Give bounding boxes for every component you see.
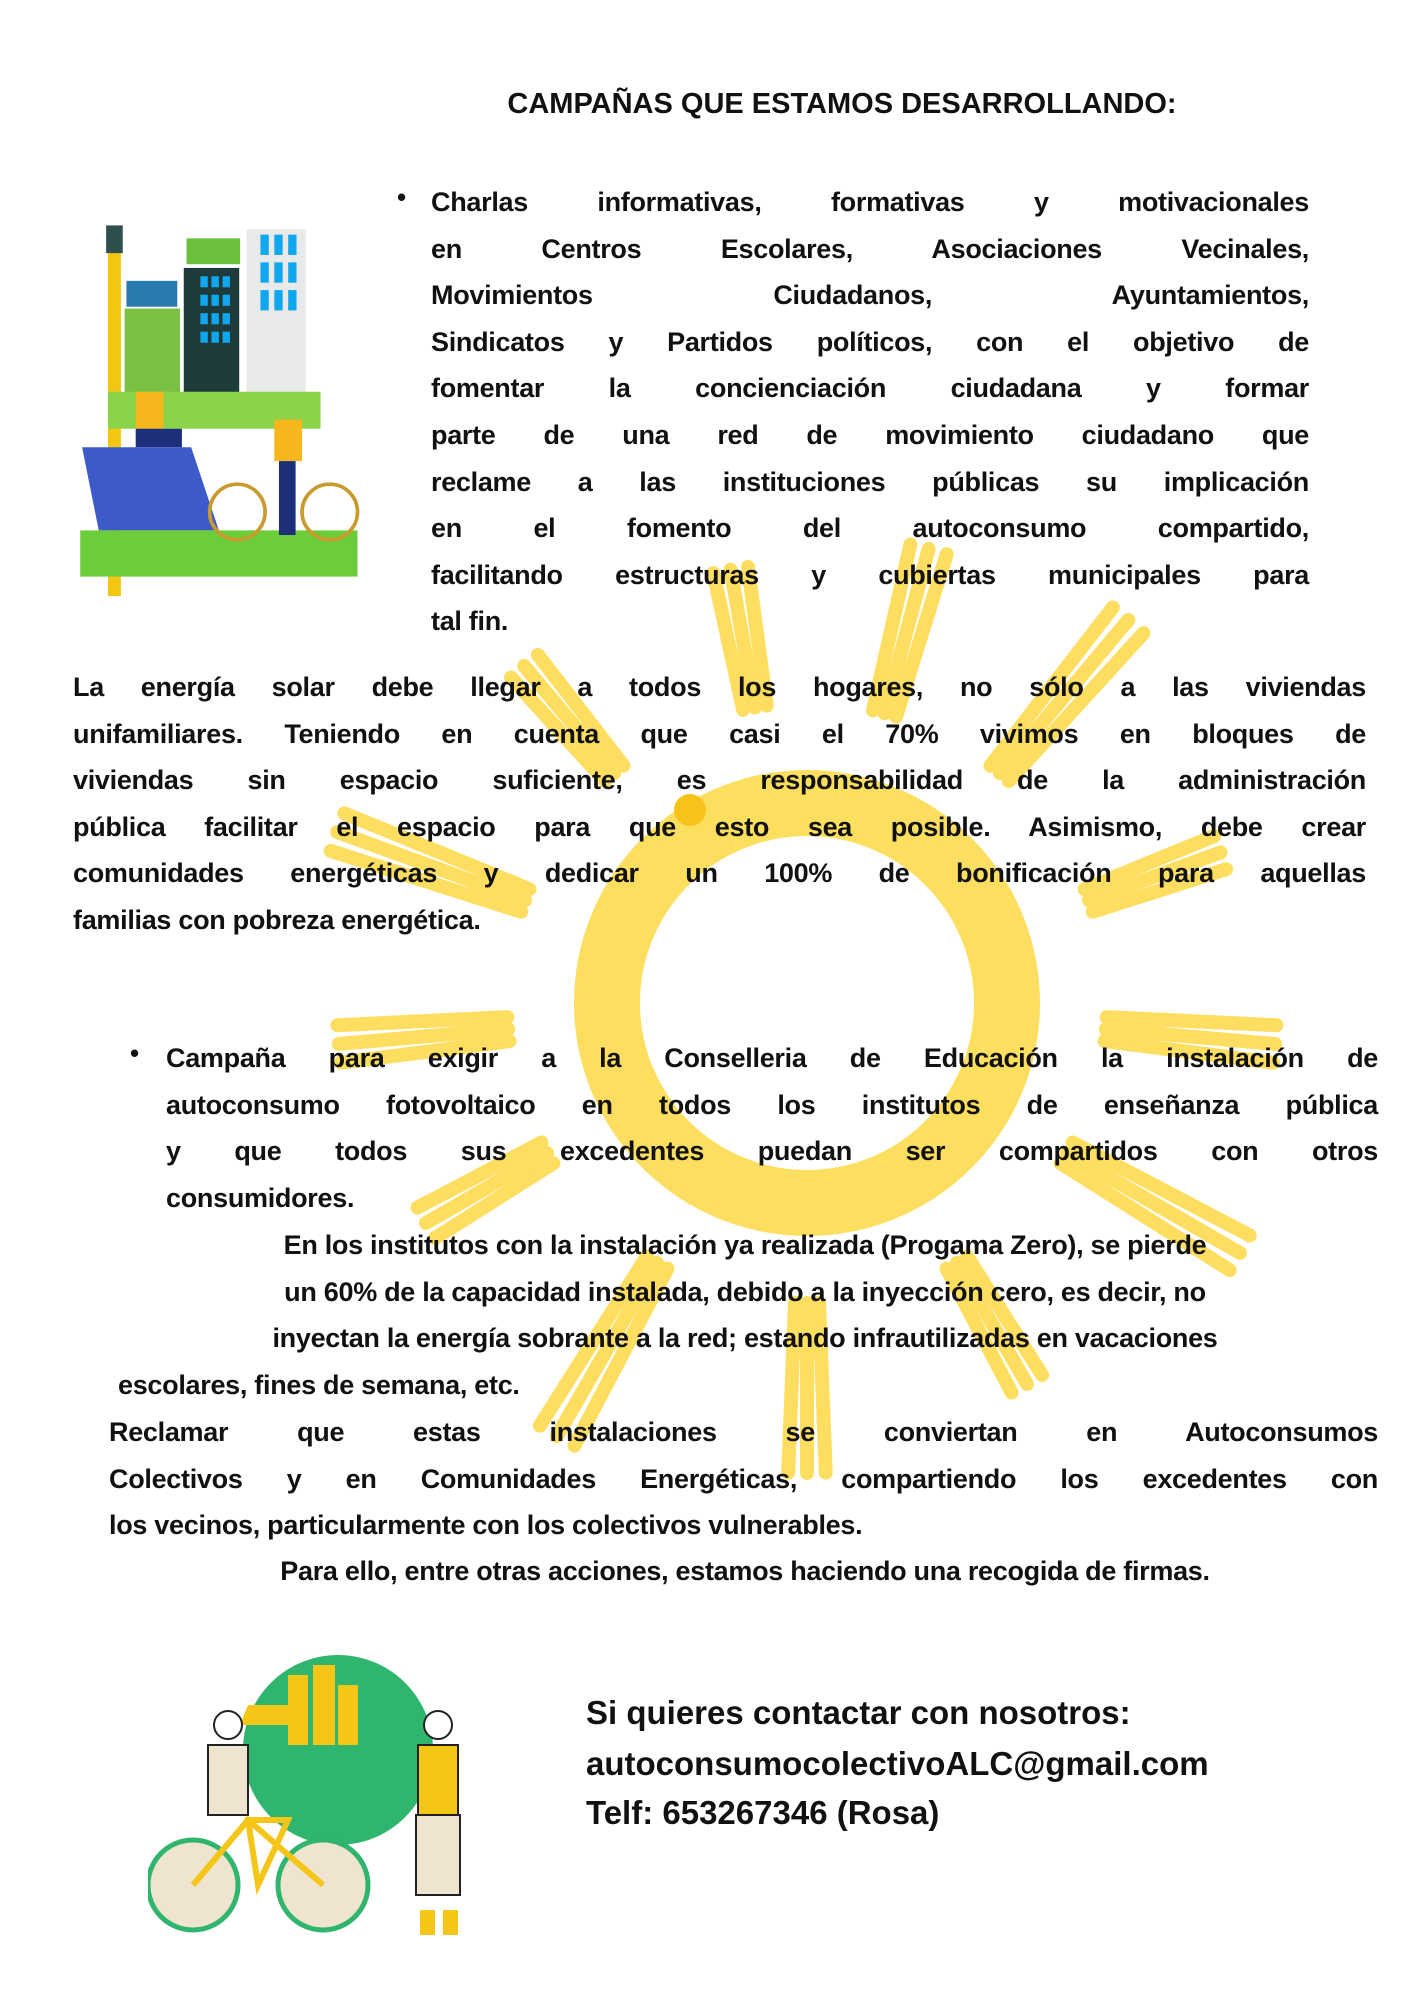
page-title: CAMPAÑAS QUE ESTAMOS DESARROLLANDO:: [507, 88, 1177, 120]
text-line: familias con pobreza energética.: [73, 904, 481, 935]
bullet-campaigns-talks: [431, 179, 1309, 645]
sun-ray: [1107, 1017, 1277, 1025]
text-line: en el fomento del autoconsumo compartido,: [431, 513, 1309, 544]
text-line: viviendas sin espacio suficiente, es responsabilidad de la administración: [73, 765, 1366, 796]
text-line: escolares, fines de semana, etc.: [118, 1369, 520, 1400]
contact-phone: Telf: 653267346 (Rosa): [586, 1794, 940, 1831]
bullet-dot: •: [130, 1038, 140, 1068]
text-line: facilitando estructuras y cubiertas municipales para: [431, 559, 1309, 590]
text-line: fomentar la concienciación ciudadana y formar: [431, 373, 1309, 404]
bullet-dot: •: [397, 182, 407, 212]
text-line: En los institutos con la instalación ya realizada (Progama Zero), se pierde: [283, 1230, 1207, 1260]
text-line: pública facilitar el espacio para que esto sea posible. Asimismo, debe crear: [73, 811, 1366, 842]
sun-ray: [338, 1017, 508, 1025]
text-line: Reclamar que estas instalaciones se conviertan en Autoconsumos: [109, 1417, 1378, 1447]
paragraph-firmas: Para ello, entre otras acciones, estamos haciendo una recogida de firmas.: [280, 1556, 1210, 1586]
paragraph-institutos: [114, 1222, 1376, 1408]
paragraph-reclamar: [109, 1409, 1378, 1549]
text-line: Sindicatos y Partidos políticos, con el objetivo de: [431, 326, 1309, 357]
paragraph-solar-energy: [73, 664, 1366, 944]
text-line: consumidores.: [166, 1182, 355, 1213]
text-line: inyectan la energía sobrante a la red; estando infrautilizadas en vacaciones: [272, 1323, 1218, 1354]
text-line: Movimientos Ciudadanos, Ayuntamientos,: [431, 280, 1309, 311]
text-line: Campaña para exigir a la Conselleria de Educación la instalación de: [166, 1043, 1378, 1073]
text-line: comunidades energéticas y dedicar un 100% de bonificación para aquellas: [73, 858, 1366, 889]
text-line: en Centros Escolares, Asociaciones Vecinales,: [431, 233, 1309, 264]
text-line: reclame a las instituciones públicas su implicación: [431, 466, 1309, 497]
city-solar-illustration-icon: [71, 206, 376, 596]
text-line: Charlas informativas, formativas y motivacionales: [431, 187, 1309, 217]
text-line: autoconsumo fotovoltaico en todos los institutos de enseñanza pública: [166, 1089, 1378, 1120]
text-line: los vecinos, particularmente con los colectivos vulnerables.: [109, 1510, 863, 1541]
bullet-campaign-conselleria: [166, 1035, 1378, 1221]
text-line: unifamiliares. Teniendo en cuenta que casi el 70% vivimos en bloques de: [73, 718, 1366, 749]
earth-bicycle-illustration-icon: [148, 1635, 521, 1941]
text-line: Colectivos y en Comunidades Energéticas, compartiendo los excedentes con: [109, 1463, 1378, 1494]
text-line: y que todos sus excedentes puedan ser compartidos con otros: [166, 1136, 1378, 1167]
contact-intro: Si quieres contactar con nosotros:: [586, 1694, 1131, 1731]
text-line: parte de una red de movimiento ciudadano que: [431, 419, 1309, 450]
text-line: tal fin.: [431, 606, 509, 637]
text-line: La energía solar debe llegar a todos los hogares, no sólo a las viviendas: [73, 672, 1366, 702]
contact-email-link[interactable]: autoconsumocolectivoALC@gmail.com: [586, 1745, 1209, 1782]
text-line: un 60% de la capacidad instalada, debido a la inyección cero, es decir, no: [284, 1276, 1206, 1307]
